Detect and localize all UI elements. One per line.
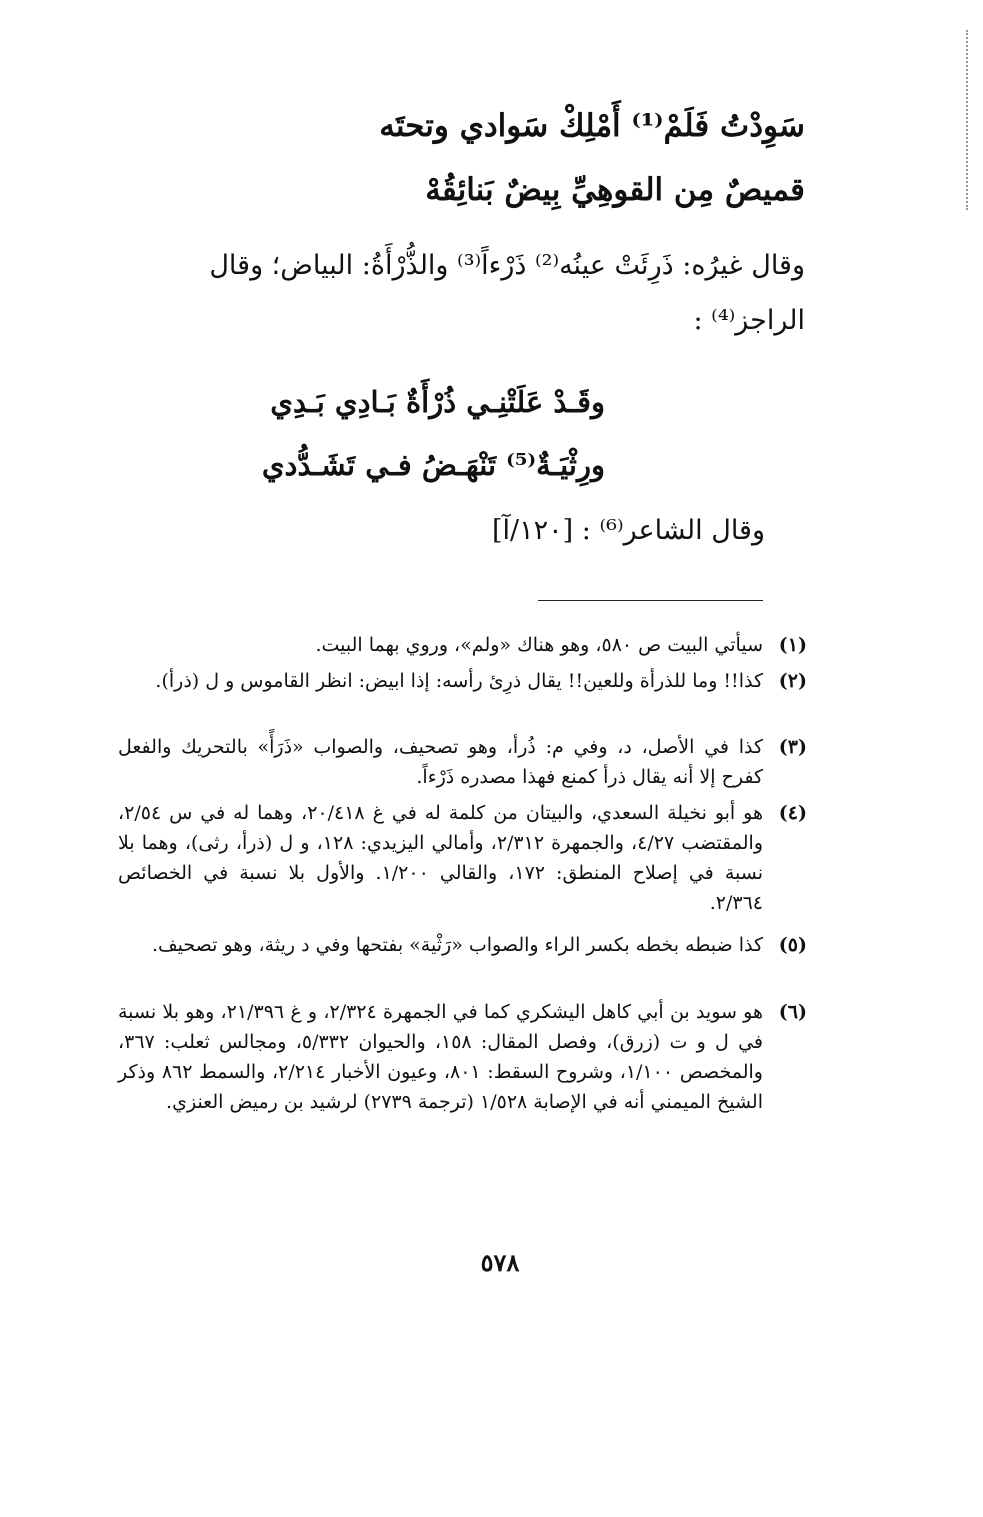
footnote-text: سيأتي البيت ص ٥٨٠، وهو هناك «ولم»، وروي بهما البيت. — [315, 634, 763, 656]
footnote-text: هو سويد بن أبي كاهل اليشكري كما في الجمهرة ٢/٣٢٤، و غ ٢١/٣٩٦، وهو بلا نسبة في ل و ت (زرق)، وفصل المقال: ١٥٨، والحيوان ٥/٣٣٢، ومجالس ثعلب: ٣٦٧، والمخصص ١/١٠٠، وشروح السقط: ٨٠١، وعيون الأخبار ٢/٢١٤، والسمط ٨٦٢ وذكر الشيخ الميمني أنه في الإصابة ١/٥٢٨ (ترجمة ٢٧٣٩) لرشيد بن رميض العنزي. — [118, 1001, 764, 1113]
footnote-text: هو أبو نخيلة السعدي، والبيتان من كلمة له في غ ٢٠/٤١٨، وهما له في س ٢/٥٤، والمقتضب ٤/٢٧، والجمهرة ٢/٣١٢، وأمالي اليزيدي: ١٢٨، و ل (ذرأ، رثى)، وهما بلا نسبة في إصلاح المنطق: ١٧٢، والقالي ١/٢٠٠. والأول بلا نسبة في الخصائص ٢/٣٦٤. — [118, 802, 764, 914]
rajaz-line-2: ورِثْيَـةٌ⁽⁵⁾ تَنْهَـضُ فـي تَشَـدُّدي — [261, 448, 605, 482]
footnote-text: كذا!! وما للذرأة وللعين!! يقال ذرِئ رأسه: إذا ابيض: انظر القاموس و ل (ذرأ). — [155, 670, 763, 692]
footnote-number: (٣) — [778, 736, 807, 758]
footnote-number: (٤) — [778, 802, 807, 824]
footnote-number: (٥) — [778, 934, 807, 956]
verse-line-1: سَوِدْتُ فَلَمْ⁽¹⁾ أَمْلِكْ سَوادي وتحتَه — [379, 108, 805, 144]
footnote-number: (٢) — [778, 670, 807, 692]
footnote-number: (٦) — [778, 1001, 807, 1023]
verse-line-2: قميصٌ مِن القوهِيِّ بِيضٌ بَنائِقُهْ — [425, 172, 805, 208]
transition-line: وقال الشاعر⁽⁶⁾ : [١٢٠/آ] — [492, 515, 765, 546]
rajaz-line-1: وقَـدْ عَلَتْنِـي ذُرْأَةٌ بَـادِي بَـدِي — [270, 385, 605, 419]
footnote-text: كذا في الأصل، د، وفي م: ذُرأ، وهو تصحيف، والصواب «ذَرَأً» بالتحريك والفعل كفرح إلا أنه يقال ذرأ كمنع فهذا مصدره ذَرْءاً. — [118, 736, 763, 788]
prose-line-1: وقال غيرُه: ذَرِئَتْ عينُه⁽²⁾ ذَرْءاً⁽³⁾ والذُّرْأَةُ: البياض؛ وقال — [209, 250, 805, 281]
footnote-text: كذا ضبطه بخطه بكسر الراء والصواب «رَثْية» بفتحها وفي د ريثة، وهو تصحيف. — [151, 934, 763, 956]
footnote-separator — [538, 600, 763, 601]
scan-edge-mark — [966, 30, 968, 210]
footnote-number: (١) — [778, 634, 807, 656]
page-number: ٥٧٨ — [480, 1248, 520, 1277]
prose-line-2: الراجز⁽⁴⁾ : — [693, 305, 805, 336]
